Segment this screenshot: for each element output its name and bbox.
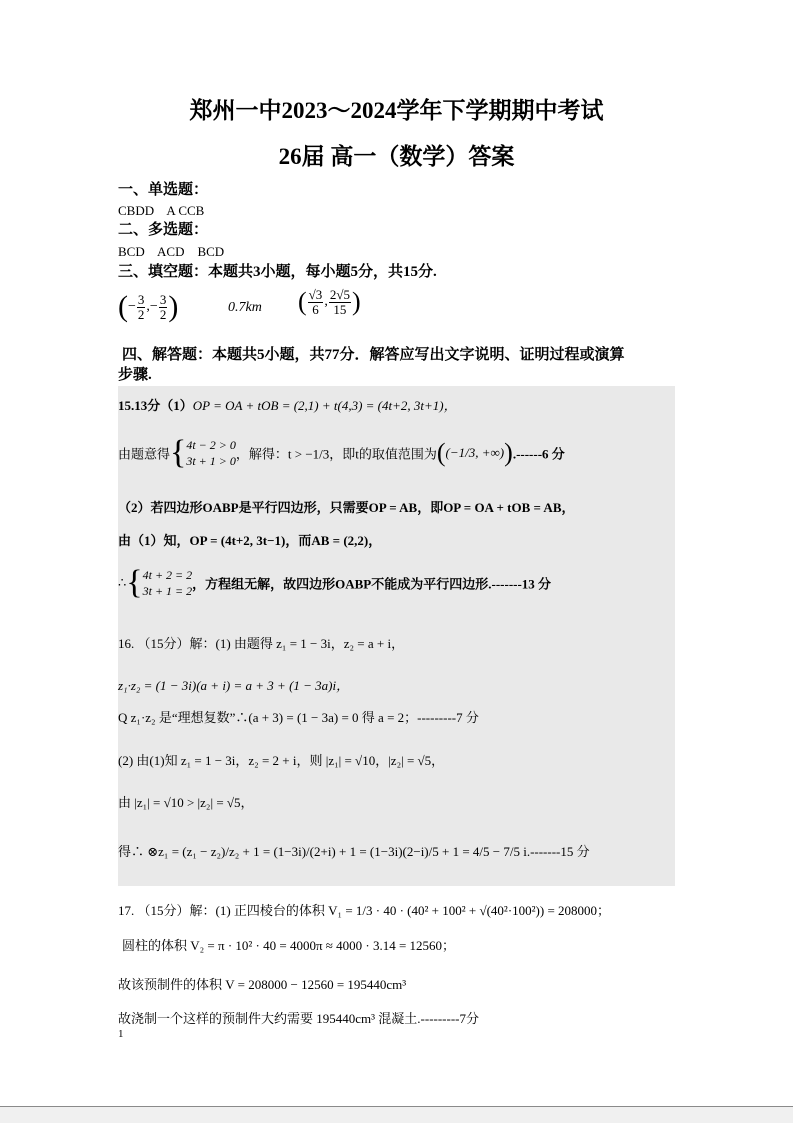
q17-line3: 故该预制件的体积 V = 208000 − 12560 = 195440cm³ xyxy=(118,977,407,992)
fill-blank-answer-1: (− $\frac{3}{2}$ ,− $\frac{3}{2}$ ) xyxy=(118,290,179,323)
single-choice-answers: CBDD A CCB xyxy=(118,203,205,218)
fill-blank-answer-3: ( $\frac{√3}{6}$ , $\frac{2√5}{15}$ ) xyxy=(298,286,361,317)
q15-equation-system xyxy=(143,567,193,599)
viewer-bottom-bar xyxy=(0,1106,793,1123)
q15-line4: 由（1）知，OP = (4t+2, 3t−1)，而AB = (2,2)， xyxy=(118,533,382,548)
section-multi-choice-heading: 二、多选题： xyxy=(118,222,209,238)
q15-ineq-b: 3t + 1 > 0 xyxy=(186,454,236,468)
fill-blank-answer-2: 0.7km xyxy=(228,300,262,315)
q15-line3: （2）若四边形OABP是平行四边形，只需要OP = AB，即OP = OA + tOB = AB， xyxy=(118,500,575,515)
q15-line1-math: OP = OA + tOB = (2,1) + t(4,3) = (4t+2, 3t+1)， xyxy=(192,398,457,413)
exam-title: 郑州一中2023～2024学年下学期期中考试 xyxy=(189,98,604,123)
q15-line5: ∴{ 4t + 2 = 2 3t + 1 = 2 ，方程组无解，故四边形OABP不能成为平行四边形.-------13 分 xyxy=(118,564,552,601)
q16-line1: 16. （15分）解：(1) 由题得 z₁ = 1 − 3i，z₂ = a + i， xyxy=(118,636,405,651)
q15-inequality-system xyxy=(186,437,236,469)
q15-line2: 由题意得{ 4t − 2 > 0 3t + 1 > 0 ，解得：t > −1/3，即t的取值范围为((−1/3, +∞)).------6 分 xyxy=(118,434,565,471)
q15-eq-b: 3t + 1 = 2 xyxy=(142,584,193,598)
q15-ineq-a: 4t − 2 > 0 xyxy=(186,437,236,452)
q16-line6: 得∴ ⊗z₁ = (z₁ − z₂)/z₂ + 1 = (1−3i)/(2+i) + 1 = (1−3i)(2−i)/5 + 1 = 4/5 − 7/5 i.-------15 分 xyxy=(118,844,590,859)
section-solution-heading-line2: 步骤. xyxy=(118,367,152,383)
section-fill-blank-heading: 三、填空题：本题共3小题，每小题5分，共15分. xyxy=(118,264,437,280)
q17-line4: 故浇制一个这样的预制件大约需要 195440cm³ 混凝土.---------7分 xyxy=(118,1011,479,1026)
q15-brace-2: { xyxy=(126,564,143,601)
q17-line1: 17. （15分）解：(1) 正四棱台的体积 V₁ = 1/3 · 40 · (40² + 100² + √(40²·100²)) = 208000； xyxy=(118,903,611,918)
q15-brace: { xyxy=(170,434,187,471)
multi-choice-answers: BCD ACD BCD xyxy=(118,244,225,259)
q15-eq-a: 4t + 2 = 2 xyxy=(142,567,193,582)
q15-line1 xyxy=(118,395,457,414)
q15-line2-prefix: 由题意得 xyxy=(118,446,171,462)
page-number: 1 xyxy=(118,1028,124,1040)
q16-line2: z₁·z₂ = (1 − 3i)(a + i) = a + 3 + (1 − 3a)i， xyxy=(118,678,350,693)
section-single-choice-heading: 一、单选题： xyxy=(118,182,209,198)
q16-line3: Q z₁·z₂ 是“理想复数”∴(a + 3) = (1 − 3a) = 0 得 a = 2；---------7 分 xyxy=(118,710,479,725)
exam-subtitle: 26届 高一（数学）答案 xyxy=(278,144,515,169)
q15-conclusion: ，方程组无解，故四边形OABP不能成为平行四边形.-------13 分 xyxy=(192,576,552,592)
section-solution-heading-line1: 四、解答题：本题共5小题，共77分．解答应写出文字说明、证明过程或演算 xyxy=(122,347,625,363)
q15-label: 15.13分（1） xyxy=(118,398,193,413)
q16-line5: 由 |z₁| = √10 > |z₂| = √5， xyxy=(118,795,254,810)
q15-score-6: .------6 分 xyxy=(512,446,565,462)
q15-range: (−1/3, +∞) xyxy=(445,445,505,460)
q16-line4: (2) 由(1)知 z₁ = 1 − 3i，z₂ = 2 + i，则 |z₁| = √10，|z₂| = √5， xyxy=(118,753,445,768)
q17-line2: 圆柱的体积 V₂ = π · 10² · 40 = 4000π ≈ 4000 · 3.14 = 12560； xyxy=(122,938,456,953)
q15-line2-mid: ，解得：t > −1/3，即t的取值范围为 xyxy=(235,446,437,462)
